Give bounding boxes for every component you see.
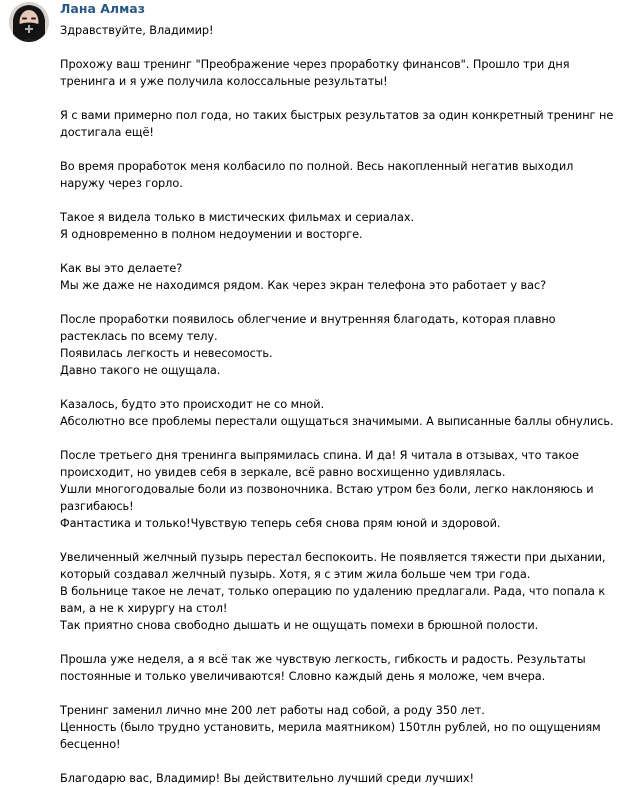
message-paragraph: Прошла уже неделя, а я всё так же чувствую легкость, гибкость и радость. Результаты постоянные и только увеличиваются! Словно каждый день я моложе, чем вчера. [60,653,586,683]
message-paragraph: Увеличенный желчный пузырь перестал беспокоить. Не появляется тяжести при дыхании, который создавал желчный пузырь. Хотя, я с этим жила больше чем три года. В больнице такое не лечат, только операцию по удалению предлагали. Рада, что попала к вам, а не к хирургу на стол! Так приятно снова свободно дышать и не ощущать помехи в брюшной полости. [60,551,606,632]
message-paragraph: Во время проработок меня колбасило по полной. Весь накопленный негатив выходил наружу через горло. [60,160,574,190]
message-paragraph: После проработки появилось облегчение и внутренняя благодать, которая плавно растеклась по всему телу. Появилась легкость и невесомость. Давно такого не ощущала. [60,313,556,377]
message-paragraph: Такое я видела только в мистических фильмах и сериалах. Я одновременно в полном недоумении и восторге. [60,211,415,241]
message-paragraph: Тренинг заменил лично мне 200 лет работы над собой, а роду 350 лет. Ценность (было трудно установить, мерила маятником) 150тлн рублей, но по ощущениям бесценно! [60,704,601,751]
message-paragraph: Как вы это делаете? Мы же даже не находимся рядом. Как через экран телефона это работает у вас? [60,262,547,292]
message-paragraph: После третьего дня тренинга выпрямилась спина. И да! Я читала в отзывах, что такое происходит, но увидев себя в зеркале, всё равно восхищенно удивлялась. Ушли многогодовалые боли из позвоночника. Встаю утром без боли, легко наклоняюсь и разгибаюсь! Фантастика и только!Чувствую теперь себя снова прям юной и здоровой. [60,449,594,530]
message-paragraph: Прохожу ваш тренинг "Преображение через проработку финансов". Прошло три дня тренинга и я уже получила колоссальные результаты! [60,58,570,88]
message-paragraph: Благодарю вас, Владимир! Вы действительно лучший среди лучших! [60,772,475,785]
message-paragraph: Я с вами примерно пол года, но таких быстрых результатов за один конкретный тренинг не достигала ещё! [60,109,614,139]
author-name[interactable]: Лана Алмаз [60,1,145,16]
avatar-image [9,2,49,42]
avatar[interactable] [9,2,49,42]
message-paragraph: Здравствуйте, Владимир! [60,24,214,37]
message-paragraph: Казалось, будто это происходит не со мной. Абсолютно все проблемы перестали ощущаться значимыми. А выписанные баллы обнулись. [60,398,614,428]
message-body [60,22,620,787]
